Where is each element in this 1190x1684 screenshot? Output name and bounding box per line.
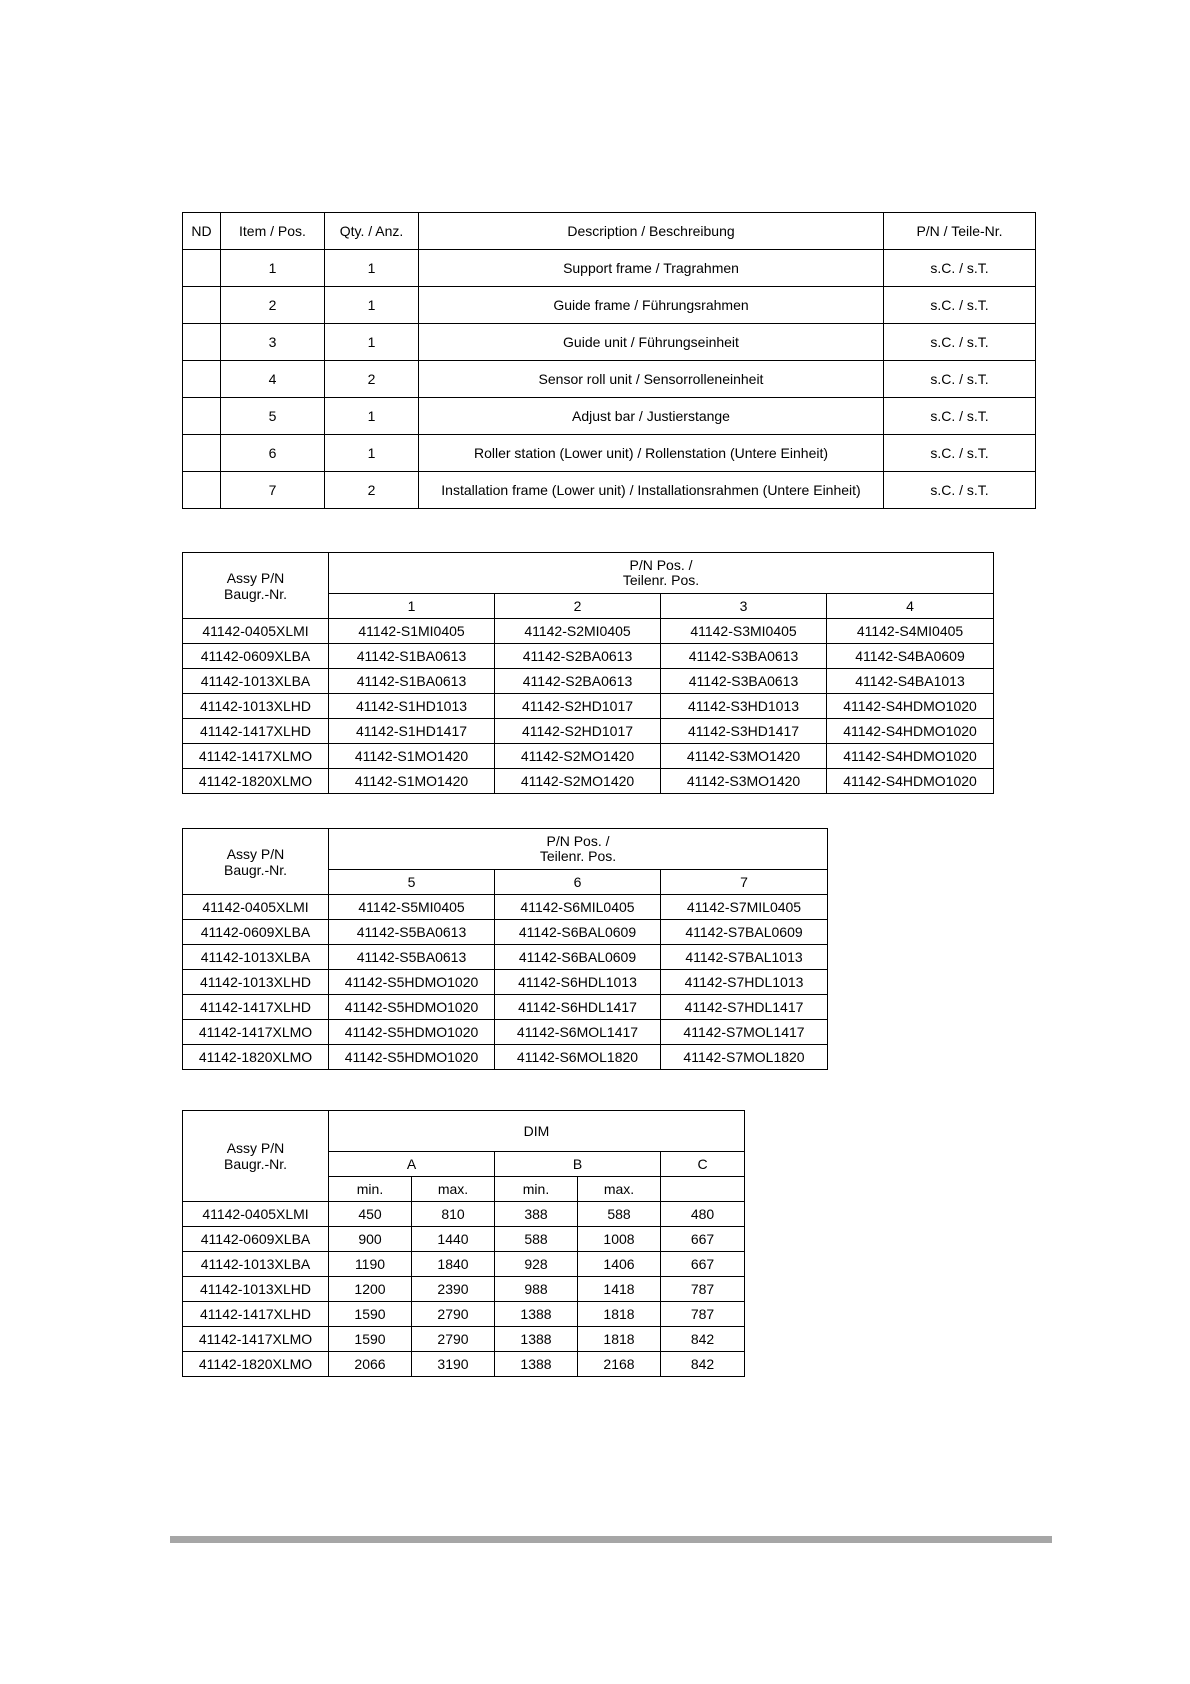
table-row bbox=[183, 945, 828, 970]
table-cell: 41142-1820XLMO bbox=[183, 1352, 329, 1377]
dim-sub-header: max. bbox=[412, 1177, 495, 1202]
pn-pos-label: P/N Pos. / bbox=[629, 557, 693, 573]
assy-pn-label: Assy P/N bbox=[226, 1140, 285, 1156]
table-row bbox=[183, 895, 828, 920]
table-cell: Installation frame (Lower unit) / Installationsrahmen (Untere Einheit) bbox=[419, 472, 884, 509]
table-row bbox=[183, 995, 828, 1020]
table-row bbox=[183, 250, 1036, 287]
table-cell: 41142-1417XLMO bbox=[183, 744, 329, 769]
table-cell: 41142-S7HDL1417 bbox=[661, 995, 828, 1020]
pn-table-2-header-row bbox=[183, 829, 828, 870]
table-cell: 41142-S4HDMO1020 bbox=[827, 744, 994, 769]
table-cell: 2 bbox=[325, 472, 419, 509]
table-cell: 41142-S7MIL0405 bbox=[661, 895, 828, 920]
position-column-header: 2 bbox=[495, 594, 661, 619]
table-cell: 2790 bbox=[412, 1327, 495, 1352]
table-cell: 1008 bbox=[578, 1227, 661, 1252]
table-cell: 41142-S2MI0405 bbox=[495, 619, 661, 644]
table-cell: 41142-S3MI0405 bbox=[661, 619, 827, 644]
table-cell: 41142-1417XLHD bbox=[183, 719, 329, 744]
table-cell bbox=[183, 398, 221, 435]
table-cell: 41142-1013XLHD bbox=[183, 1277, 329, 1302]
table-cell: 1 bbox=[325, 398, 419, 435]
baugr-nr-label: Baugr.-Nr. bbox=[223, 585, 288, 602]
position-column-header: 5 bbox=[329, 870, 495, 895]
table-cell: 2168 bbox=[578, 1352, 661, 1377]
table-cell: 1 bbox=[325, 435, 419, 472]
table-cell: 787 bbox=[661, 1302, 745, 1327]
table-cell: 41142-S4HDMO1020 bbox=[827, 694, 994, 719]
table-cell: 41142-0405XLMI bbox=[183, 1202, 329, 1227]
table-cell: 41142-S5HDMO1020 bbox=[329, 1020, 495, 1045]
table-cell: 988 bbox=[495, 1277, 578, 1302]
table-cell: 480 bbox=[661, 1202, 745, 1227]
table-cell: 1200 bbox=[329, 1277, 412, 1302]
table-cell: 41142-S6BAL0609 bbox=[495, 945, 661, 970]
table-row bbox=[183, 1352, 745, 1377]
table-cell: 842 bbox=[661, 1327, 745, 1352]
table-cell: 41142-0609XLBA bbox=[183, 920, 329, 945]
table-cell: Guide unit / Führungseinheit bbox=[419, 324, 884, 361]
table-cell: 1 bbox=[221, 250, 325, 287]
pn-pos-group-header bbox=[329, 553, 994, 594]
table-cell: 41142-S6HDL1013 bbox=[495, 970, 661, 995]
table-cell: 388 bbox=[495, 1202, 578, 1227]
table-cell: 41142-S3MO1420 bbox=[661, 744, 827, 769]
table-cell: 41142-S6BAL0609 bbox=[495, 920, 661, 945]
table-row bbox=[183, 324, 1036, 361]
table-cell: 41142-1013XLBA bbox=[183, 1252, 329, 1277]
table-cell: 41142-S2HD1017 bbox=[495, 719, 661, 744]
table-cell: Roller station (Lower unit) / Rollenstation (Untere Einheit) bbox=[419, 435, 884, 472]
table-cell: 41142-S5HDMO1020 bbox=[329, 995, 495, 1020]
table-cell: 41142-S1MO1420 bbox=[329, 744, 495, 769]
table-cell: 41142-S6MOL1820 bbox=[495, 1045, 661, 1070]
dim-group-a: A bbox=[329, 1152, 495, 1177]
table-cell bbox=[183, 472, 221, 509]
table-cell: 1590 bbox=[329, 1302, 412, 1327]
table-cell: 1406 bbox=[578, 1252, 661, 1277]
table-cell: s.C. / s.T. bbox=[884, 287, 1036, 324]
pn-pos-label: P/N Pos. / bbox=[546, 833, 610, 849]
part-number-table-1 bbox=[182, 552, 994, 794]
table-cell: 41142-S5BA0613 bbox=[329, 945, 495, 970]
table-cell: 41142-S7BAL1013 bbox=[661, 945, 828, 970]
table-cell: 41142-0609XLBA bbox=[183, 644, 329, 669]
table-cell: s.C. / s.T. bbox=[884, 250, 1036, 287]
table-cell: 41142-S3MO1420 bbox=[661, 769, 827, 794]
table-cell: Support frame / Tragrahmen bbox=[419, 250, 884, 287]
table-cell: 588 bbox=[578, 1202, 661, 1227]
table-cell: 928 bbox=[495, 1252, 578, 1277]
table-cell: Sensor roll unit / Sensorrolleneinheit bbox=[419, 361, 884, 398]
header-nd: ND bbox=[183, 213, 221, 250]
table-cell: 41142-S4HDMO1020 bbox=[827, 769, 994, 794]
parts-list-table bbox=[182, 212, 1036, 509]
table-cell: 667 bbox=[661, 1227, 745, 1252]
table-cell bbox=[183, 250, 221, 287]
pn-pos-group-header bbox=[329, 829, 828, 870]
table-cell: 41142-S1BA0613 bbox=[329, 644, 495, 669]
position-column-header: 1 bbox=[329, 594, 495, 619]
table-cell: 41142-1417XLHD bbox=[183, 1302, 329, 1327]
table-cell: 1388 bbox=[495, 1352, 578, 1377]
table-cell: 41142-S1MI0405 bbox=[329, 619, 495, 644]
table-cell: 1 bbox=[325, 250, 419, 287]
table-cell bbox=[183, 287, 221, 324]
table-cell: 41142-S2MO1420 bbox=[495, 744, 661, 769]
table-row bbox=[183, 744, 994, 769]
header-part-number: P/N / Teile-Nr. bbox=[884, 213, 1036, 250]
dim-table-body bbox=[183, 1202, 745, 1377]
header-qty: Qty. / Anz. bbox=[325, 213, 419, 250]
table-cell: 1388 bbox=[495, 1302, 578, 1327]
table-cell: 41142-1013XLBA bbox=[183, 945, 329, 970]
table-cell: 41142-S2HD1017 bbox=[495, 694, 661, 719]
table-cell: 41142-S5HDMO1020 bbox=[329, 1045, 495, 1070]
table-cell: 41142-S7MOL1417 bbox=[661, 1020, 828, 1045]
table-cell: 2390 bbox=[412, 1277, 495, 1302]
table-cell: 41142-S4HDMO1020 bbox=[827, 719, 994, 744]
table-cell: 2066 bbox=[329, 1352, 412, 1377]
table-cell: 41142-S5BA0613 bbox=[329, 920, 495, 945]
table-row bbox=[183, 1302, 745, 1327]
table-row bbox=[183, 361, 1036, 398]
table-row bbox=[183, 1277, 745, 1302]
position-column-header: 3 bbox=[661, 594, 827, 619]
table-cell: 1818 bbox=[578, 1327, 661, 1352]
dim-title-row bbox=[183, 1111, 745, 1152]
table-cell: 41142-S4BA1013 bbox=[827, 669, 994, 694]
dim-sub-header: max. bbox=[578, 1177, 661, 1202]
table-cell: 810 bbox=[412, 1202, 495, 1227]
baugr-nr-label: Baugr.-Nr. bbox=[223, 1156, 288, 1172]
table-row bbox=[183, 619, 994, 644]
table-cell: 41142-1417XLMO bbox=[183, 1020, 329, 1045]
table-cell: 41142-S1HD1417 bbox=[329, 719, 495, 744]
table-row bbox=[183, 435, 1036, 472]
table-cell: s.C. / s.T. bbox=[884, 472, 1036, 509]
table-cell: 1590 bbox=[329, 1327, 412, 1352]
table-cell: s.C. / s.T. bbox=[884, 398, 1036, 435]
table-row bbox=[183, 669, 994, 694]
table-cell: 41142-S3HD1013 bbox=[661, 694, 827, 719]
assy-pn-header bbox=[183, 1111, 329, 1202]
table-cell: 3 bbox=[221, 324, 325, 361]
teilenr-pos-label: Teilenr. Pos. bbox=[622, 572, 700, 588]
table-cell: 41142-S4MI0405 bbox=[827, 619, 994, 644]
dim-group-b: B bbox=[495, 1152, 661, 1177]
table-cell: 1840 bbox=[412, 1252, 495, 1277]
table-cell: 41142-S2BA0613 bbox=[495, 669, 661, 694]
table-cell: 41142-S7HDL1013 bbox=[661, 970, 828, 995]
table-cell: 41142-1820XLMO bbox=[183, 769, 329, 794]
table-cell bbox=[183, 435, 221, 472]
table-cell: 2 bbox=[325, 361, 419, 398]
table-row bbox=[183, 769, 994, 794]
table-cell: 41142-1013XLHD bbox=[183, 694, 329, 719]
pn-table-2-body bbox=[183, 895, 828, 1070]
table-cell: 41142-0609XLBA bbox=[183, 1227, 329, 1252]
assy-pn-label: Assy P/N bbox=[226, 845, 285, 862]
dim-sub-header: min. bbox=[329, 1177, 412, 1202]
header-description: Description / Beschreibung bbox=[419, 213, 884, 250]
table-cell: 41142-S2MO1420 bbox=[495, 769, 661, 794]
table-row bbox=[183, 694, 994, 719]
table-cell: 787 bbox=[661, 1277, 745, 1302]
table-cell: 1418 bbox=[578, 1277, 661, 1302]
table-cell: 1 bbox=[325, 324, 419, 361]
table-cell: 842 bbox=[661, 1352, 745, 1377]
table-cell: 41142-S2BA0613 bbox=[495, 644, 661, 669]
table-cell bbox=[183, 361, 221, 398]
table-row bbox=[183, 287, 1036, 324]
table-row bbox=[183, 472, 1036, 509]
table-cell: 7 bbox=[221, 472, 325, 509]
table-cell: 41142-S6MIL0405 bbox=[495, 895, 661, 920]
table-cell: 41142-1013XLHD bbox=[183, 970, 329, 995]
table-cell: 41142-1013XLBA bbox=[183, 669, 329, 694]
dim-sub-header: min. bbox=[495, 1177, 578, 1202]
table-cell: 2 bbox=[221, 287, 325, 324]
dimensions-table bbox=[182, 1110, 745, 1377]
assy-pn-label: Assy P/N bbox=[226, 569, 285, 586]
table-row bbox=[183, 719, 994, 744]
table-cell: Guide frame / Führungsrahmen bbox=[419, 287, 884, 324]
table-row bbox=[183, 1252, 745, 1277]
table-cell: 41142-S1HD1013 bbox=[329, 694, 495, 719]
table-cell: 41142-0405XLMI bbox=[183, 619, 329, 644]
table-cell: 1440 bbox=[412, 1227, 495, 1252]
table-cell: 41142-S3BA0613 bbox=[661, 669, 827, 694]
table-cell: 588 bbox=[495, 1227, 578, 1252]
table-cell: 41142-S5MI0405 bbox=[329, 895, 495, 920]
pn-table-1-body bbox=[183, 619, 994, 794]
table-cell: 41142-S4BA0609 bbox=[827, 644, 994, 669]
teilenr-pos-label: Teilenr. Pos. bbox=[539, 848, 617, 864]
position-column-header: 7 bbox=[661, 870, 828, 895]
header-item: Item / Pos. bbox=[221, 213, 325, 250]
table-cell: 41142-S3HD1417 bbox=[661, 719, 827, 744]
table-cell: 41142-0405XLMI bbox=[183, 895, 329, 920]
table-cell: 41142-1417XLMO bbox=[183, 1327, 329, 1352]
table-cell: 1388 bbox=[495, 1327, 578, 1352]
part-number-table-2 bbox=[182, 828, 828, 1070]
table-cell: 4 bbox=[221, 361, 325, 398]
table-cell: 41142-S7MOL1820 bbox=[661, 1045, 828, 1070]
table-cell: 41142-S6MOL1417 bbox=[495, 1020, 661, 1045]
table-row bbox=[183, 1202, 745, 1227]
footer-divider bbox=[170, 1536, 1052, 1543]
pn-table-1-header-row bbox=[183, 553, 994, 594]
table-cell: s.C. / s.T. bbox=[884, 361, 1036, 398]
assy-pn-header bbox=[183, 553, 329, 619]
table-row bbox=[183, 1045, 828, 1070]
table-cell: 41142-S1BA0613 bbox=[329, 669, 495, 694]
table-cell: 41142-S6HDL1417 bbox=[495, 995, 661, 1020]
table-cell: 1 bbox=[325, 287, 419, 324]
table-cell: 3190 bbox=[412, 1352, 495, 1377]
table-cell bbox=[183, 324, 221, 361]
table-row bbox=[183, 1227, 745, 1252]
position-column-header: 4 bbox=[827, 594, 994, 619]
table-cell: 41142-S1MO1420 bbox=[329, 769, 495, 794]
dim-title: DIM bbox=[329, 1111, 745, 1152]
table-cell: s.C. / s.T. bbox=[884, 435, 1036, 472]
table-cell: 6 bbox=[221, 435, 325, 472]
baugr-nr-label: Baugr.-Nr. bbox=[223, 861, 288, 878]
table-cell: 450 bbox=[329, 1202, 412, 1227]
table-cell: Adjust bar / Justierstange bbox=[419, 398, 884, 435]
table-row bbox=[183, 398, 1036, 435]
assy-pn-header bbox=[183, 829, 329, 895]
table-row bbox=[183, 970, 828, 995]
parts-list-body bbox=[183, 250, 1036, 509]
table-row bbox=[183, 920, 828, 945]
table-cell: 41142-1820XLMO bbox=[183, 1045, 329, 1070]
table-cell: 41142-S5HDMO1020 bbox=[329, 970, 495, 995]
table-cell: 2790 bbox=[412, 1302, 495, 1327]
table-cell: 1190 bbox=[329, 1252, 412, 1277]
table-cell: 41142-S7BAL0609 bbox=[661, 920, 828, 945]
table-cell: 5 bbox=[221, 398, 325, 435]
dim-sub-header bbox=[661, 1177, 745, 1202]
table-row bbox=[183, 1327, 745, 1352]
table-row bbox=[183, 644, 994, 669]
table-cell: 667 bbox=[661, 1252, 745, 1277]
parts-list-header-row bbox=[183, 213, 1036, 250]
table-cell: s.C. / s.T. bbox=[884, 324, 1036, 361]
table-cell: 1818 bbox=[578, 1302, 661, 1327]
table-cell: 41142-S3BA0613 bbox=[661, 644, 827, 669]
table-cell: 900 bbox=[329, 1227, 412, 1252]
dim-group-c: C bbox=[661, 1152, 745, 1177]
position-column-header: 6 bbox=[495, 870, 661, 895]
table-row bbox=[183, 1020, 828, 1045]
table-cell: 41142-1417XLHD bbox=[183, 995, 329, 1020]
